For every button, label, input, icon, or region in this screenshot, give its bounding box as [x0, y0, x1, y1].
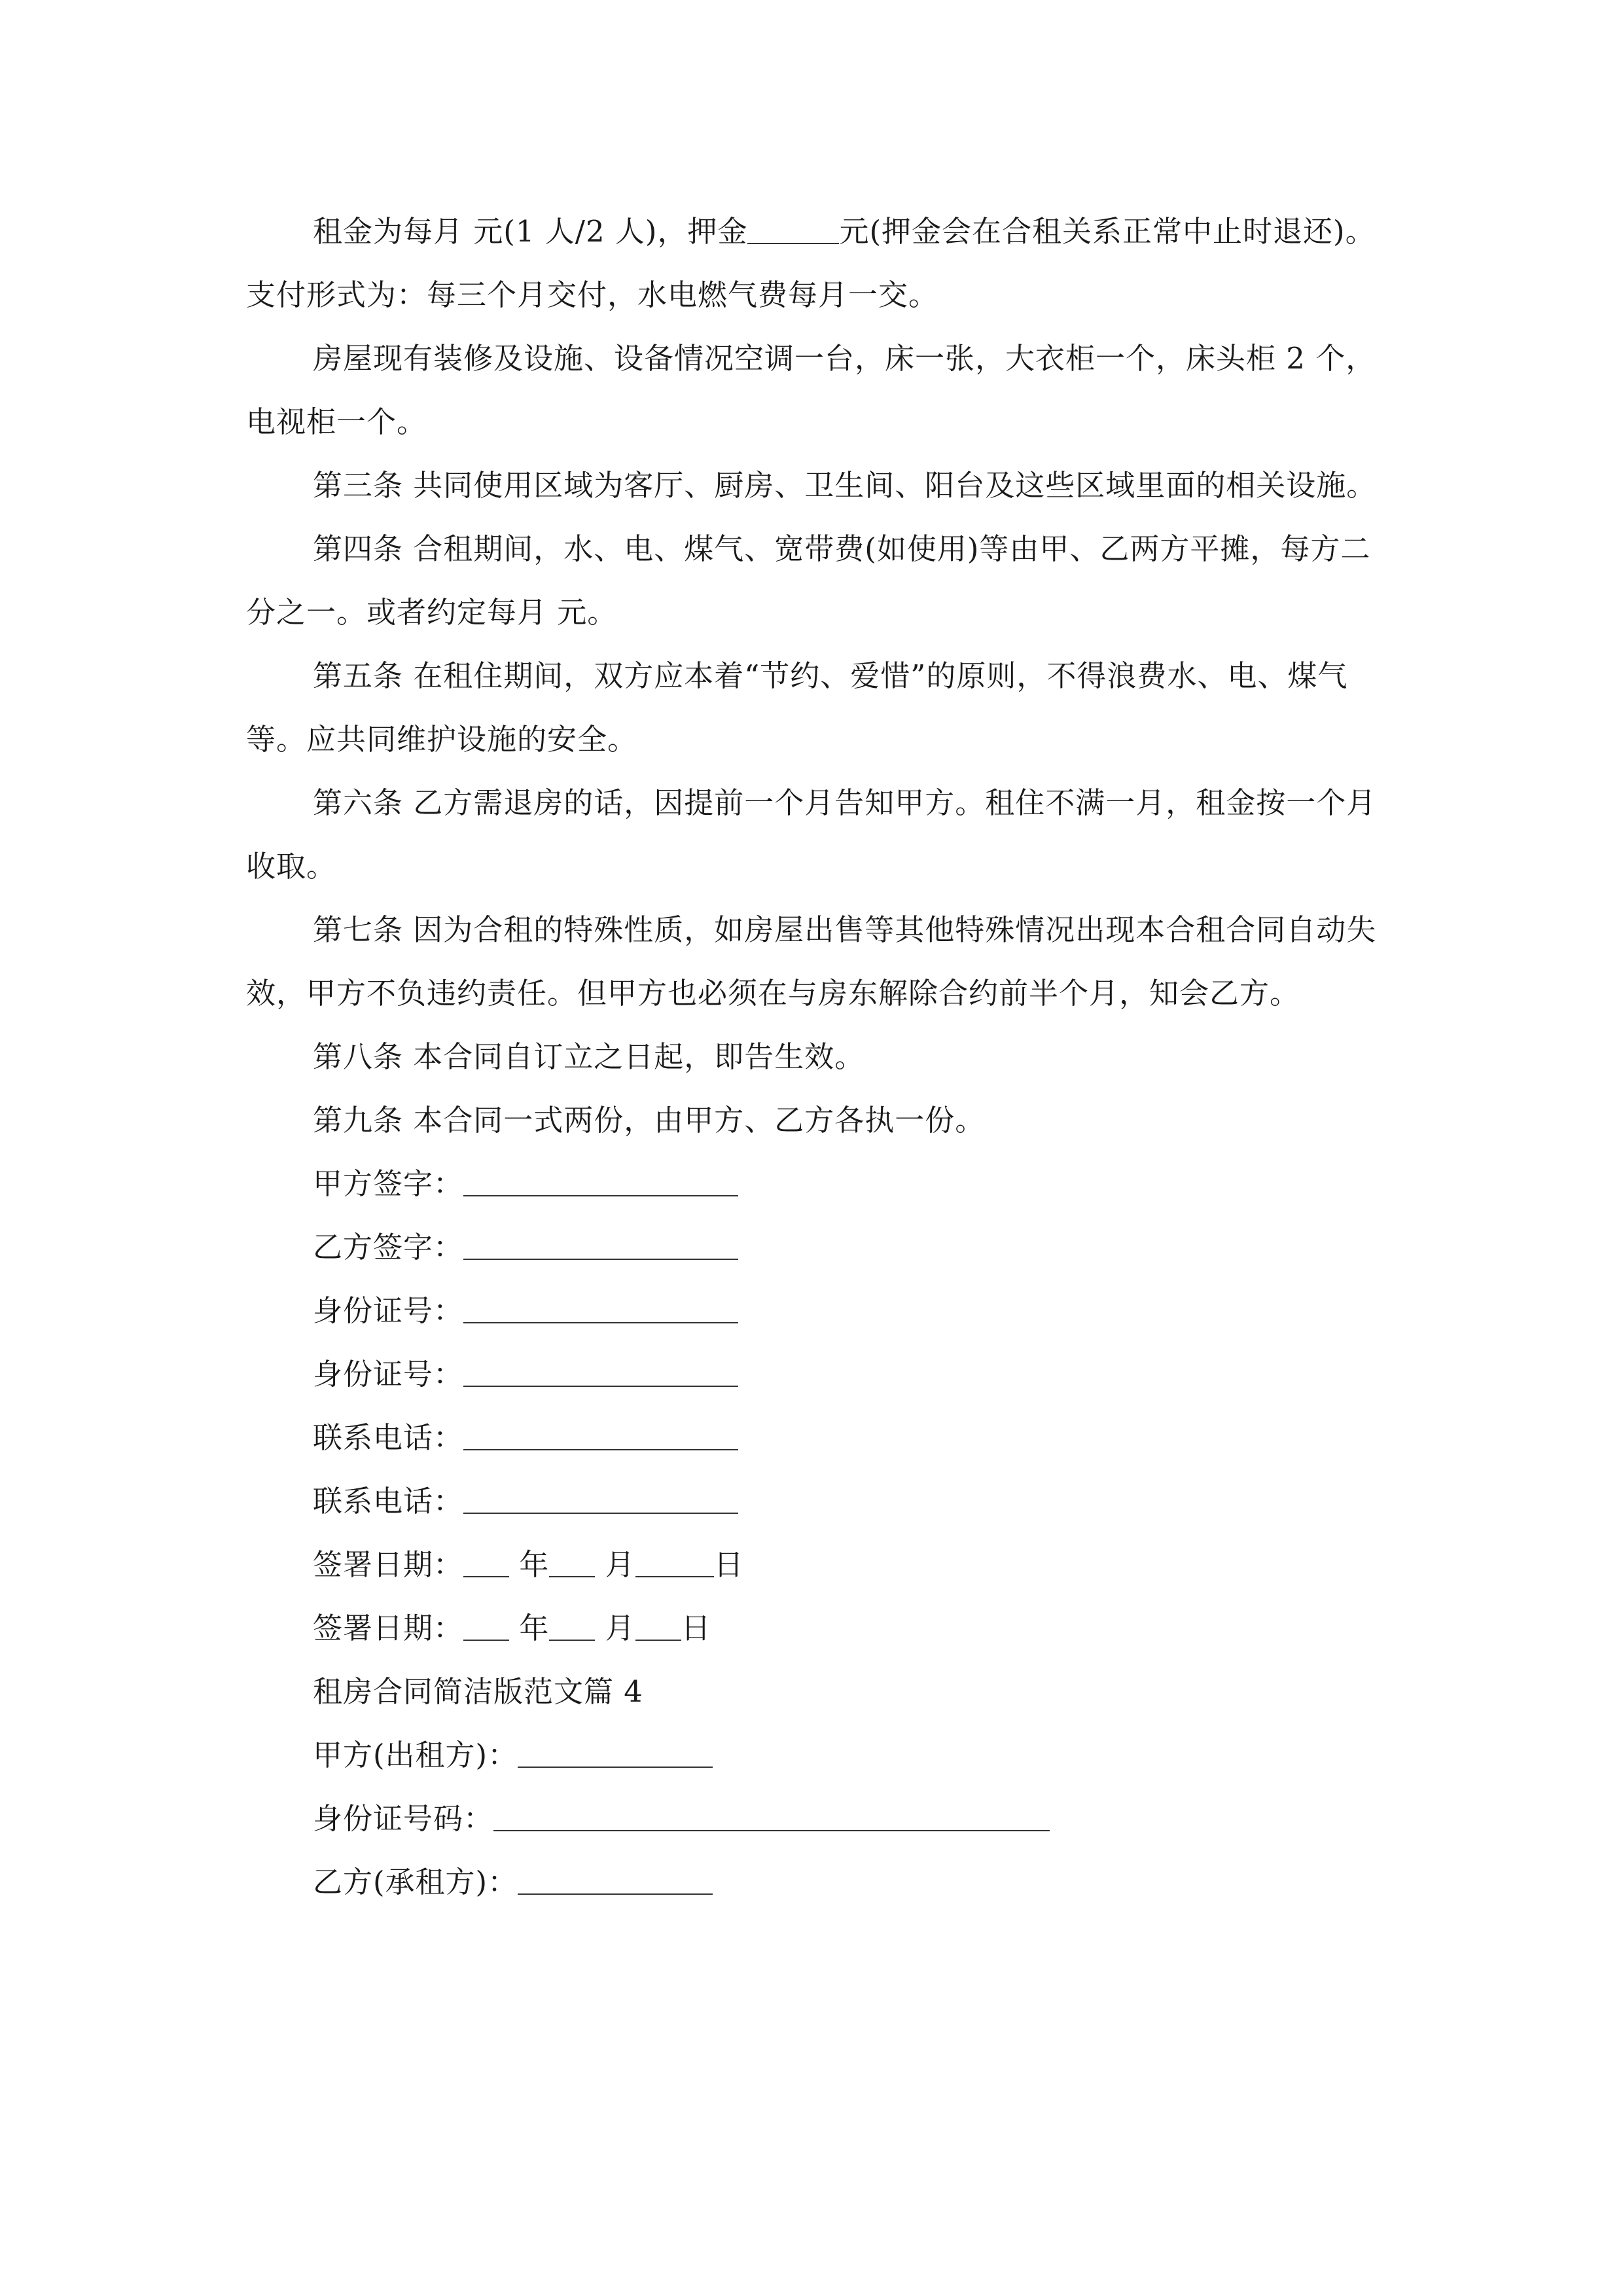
month-label: 月 — [605, 1547, 635, 1582]
day-label: 日 — [713, 1547, 744, 1582]
article-6: 第六条 乙方需退房的话，因提前一个月告知甲方。租住不满一月，租金按一个月收取。 — [246, 785, 1377, 884]
phone-label: 联系电话： — [313, 1484, 464, 1518]
id-label: 身份证号： — [313, 1293, 464, 1328]
year-blank — [463, 1547, 509, 1577]
signature-label: 乙方签字： — [313, 1230, 464, 1265]
phone-label: 联系电话： — [313, 1420, 464, 1455]
id-label: 身份证号： — [313, 1357, 464, 1391]
day-blank — [635, 1611, 681, 1641]
deposit-blank — [747, 214, 839, 244]
id-number-label: 身份证号码： — [313, 1801, 494, 1836]
id-blank — [463, 1293, 738, 1323]
phone-party-a — [246, 1406, 1385, 1469]
date-label: 签署日期： — [313, 1611, 464, 1645]
day-label: 日 — [681, 1611, 711, 1645]
article-8: 第八条 本合同自订立之日起，即告生效。 — [313, 1039, 865, 1074]
lessee-blank — [518, 1865, 713, 1895]
id-number-field — [246, 1787, 1385, 1850]
phone-blank — [463, 1484, 738, 1514]
signature-label: 甲方签字： — [313, 1166, 464, 1201]
id-blank — [463, 1357, 738, 1387]
signature-party-b — [246, 1215, 1385, 1279]
year-label: 年 — [519, 1547, 550, 1582]
section-title: 租房合同简洁版范文篇 4 — [313, 1674, 643, 1709]
year-label: 年 — [519, 1611, 550, 1645]
article-9: 第九条 本合同一式两份，由甲方、乙方各执一份。 — [313, 1103, 986, 1138]
month-label: 月 — [605, 1611, 635, 1645]
lessor-blank — [518, 1738, 713, 1768]
day-blank — [635, 1547, 714, 1577]
lessee-field — [246, 1850, 1385, 1914]
contract-body — [246, 200, 1385, 1914]
phone-blank — [463, 1420, 738, 1450]
signature-party-a — [246, 1152, 1385, 1215]
rent-text-after-deposit: 元(押金会在合租关系正常中止时退还)。支付形式为：每三个月交付，水电燃气费每月一交。 — [246, 214, 1376, 312]
lessee-label: 乙方(承租方)： — [313, 1865, 518, 1899]
sign-date-2 — [246, 1596, 1385, 1660]
signature-blank — [463, 1230, 738, 1260]
id-number-blank — [493, 1801, 1050, 1831]
article-7: 第七条 因为合租的特殊性质，如房屋出售等其他特殊情况出现本合租合同自动失效，甲方不负违约责任。但甲方也必须在与房东解除合约前半个月，知会乙方。 — [246, 912, 1377, 1011]
rent-text-before-deposit: 租金为每月 元(1 人/2 人)，押金 — [313, 214, 748, 249]
facilities-paragraph: 房屋现有装修及设施、设备情况空调一台，床一张，大衣柜一个，床头柜 2 个，电视柜一个。 — [246, 341, 1376, 439]
month-blank — [549, 1547, 595, 1577]
month-blank — [549, 1611, 595, 1641]
id-number-party-a — [246, 1279, 1385, 1342]
sign-date-1 — [246, 1533, 1385, 1596]
signature-blank — [463, 1166, 738, 1196]
article-3: 第三条 共同使用区域为客厅、厨房、卫生间、阳台及这些区域里面的相关设施。 — [313, 468, 1377, 503]
rent-deposit-paragraph — [246, 200, 1385, 327]
year-blank — [463, 1611, 509, 1641]
lessor-field — [246, 1723, 1385, 1787]
article-5: 第五条 在租住期间，双方应本着“节约、爱惜”的原则，不得浪费水、电、煤气等。应共同维护设施的安全。 — [246, 658, 1348, 757]
article-4: 第四条 合租期间，水、电、煤气、宽带费(如使用)等由甲、乙两方平摊，每方二分之一。或者约定每月 元。 — [246, 531, 1371, 630]
id-number-party-b — [246, 1342, 1385, 1406]
phone-party-b — [246, 1469, 1385, 1533]
date-label: 签署日期： — [313, 1547, 464, 1582]
lessor-label: 甲方(出租方)： — [313, 1738, 518, 1772]
